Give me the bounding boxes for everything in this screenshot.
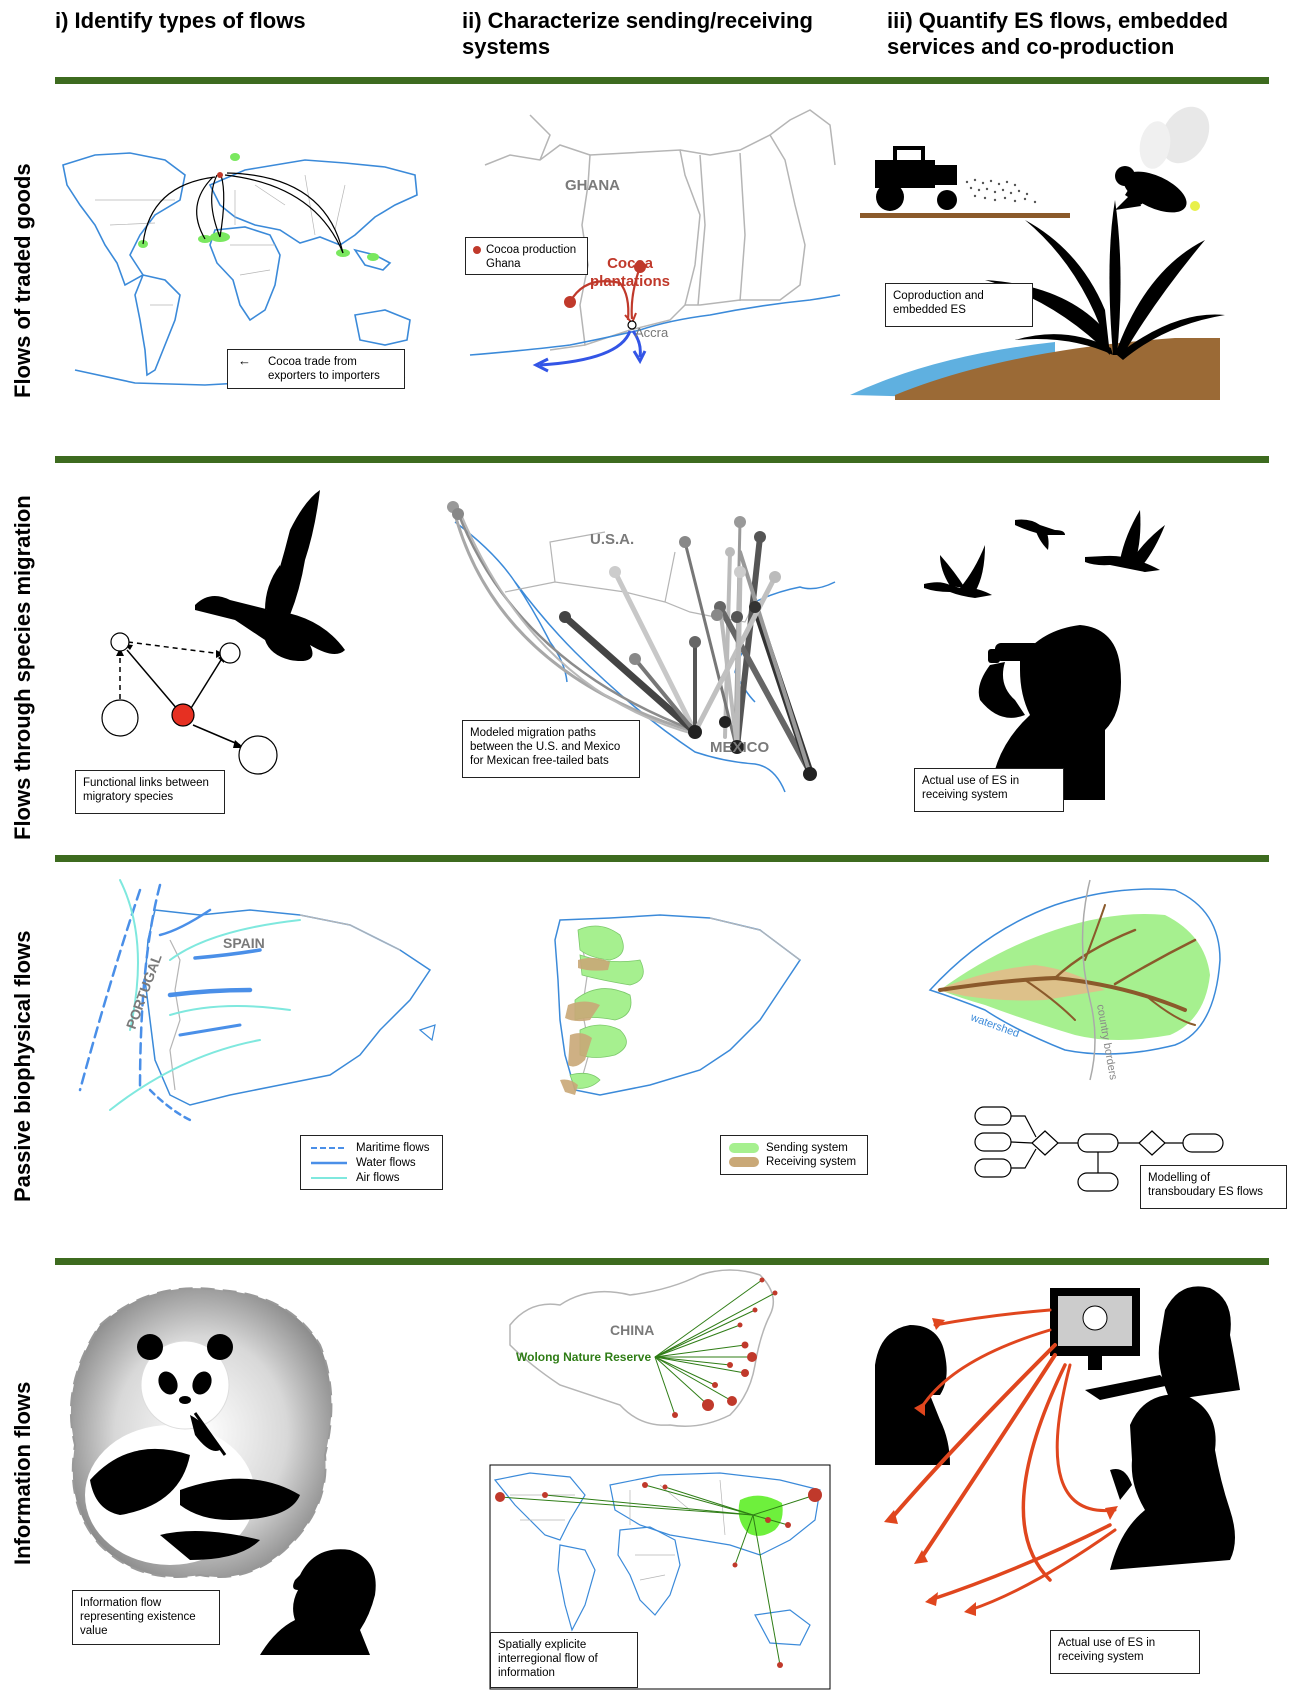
person-phone-2-icon [1110, 1394, 1235, 1570]
goose-flying-icon [195, 490, 345, 661]
plant-icon [985, 177, 1225, 360]
tractor-icon [860, 148, 1070, 218]
caption-coproduction: Coproduction and embedded ES [885, 283, 1033, 327]
caption-existence-value: Information flow representing existence value [72, 1590, 220, 1645]
china-label: CHINA [610, 1322, 655, 1338]
caption-interregional-info: Spatially explicite interregional flow of information [490, 1632, 638, 1688]
accra-label: Accra [635, 325, 669, 340]
legend-sending-receiving [720, 1135, 868, 1175]
receiving-swatch-icon [729, 1157, 759, 1167]
portugal-label: PORTUGAL [122, 951, 165, 1032]
iberia-flows-map [60, 880, 460, 1140]
mexico-label: MEXICO [710, 739, 770, 756]
row-label-traded-goods: Flows of traded goods [10, 163, 35, 398]
spain-label: SPAIN [223, 935, 265, 951]
legend-water: Water flows [356, 1157, 416, 1169]
row-label-biophysical-flows: Passive biophysical flows [10, 930, 35, 1202]
legend-biophysical-flows [300, 1135, 443, 1190]
functional-links-diagram [90, 490, 410, 780]
row-label-species-migration: Flows through species migration [10, 495, 35, 840]
caption-actual-use-es-2: Actual use of ES in receiving system [914, 768, 1064, 812]
sending-swatch-icon [729, 1143, 759, 1153]
geese-icon [924, 510, 1165, 598]
separator-bar-3 [55, 855, 1269, 862]
legend-flow-symbols [309, 1143, 351, 1187]
birdwatcher-illustration [920, 500, 1220, 805]
left-arrow-icon: ← [238, 353, 251, 368]
separator-bar-1 [55, 77, 1269, 84]
wolong-label: Wolong Nature Reserve [516, 1350, 652, 1364]
separator-bar-2 [55, 456, 1269, 463]
person-phone-icon [875, 1325, 950, 1465]
red-dot-icon [473, 246, 481, 254]
iberia-sending-receiving-map [520, 880, 880, 1130]
legend-sending: Sending system [766, 1142, 848, 1154]
legend-air: Air flows [356, 1172, 400, 1184]
china-info-map [500, 1265, 800, 1435]
watershed-diagram [925, 880, 1225, 1080]
caption-actual-use-es-4: Actual use of ES in receiving system [1050, 1630, 1200, 1674]
country-borders-label: country borders [1094, 1003, 1120, 1081]
person-computer-icon [1159, 1286, 1240, 1400]
usa-label: U.S.A. [590, 531, 635, 548]
caption-cocoa-trade: ← Cocoa trade from exporters to importers [227, 349, 405, 389]
separator-bar-4 [55, 1258, 1269, 1265]
row-label-information-flows: Information flows [10, 1381, 35, 1565]
ghana-label: GHANA [565, 177, 620, 194]
watershed-label: watershed [968, 1011, 1021, 1041]
computer-monitor-icon [1050, 1288, 1170, 1400]
person-silhouette-icon [260, 1549, 376, 1655]
caption-functional-links: Functional links between migratory species [75, 770, 225, 814]
caption-transboundary-model: Modelling of transboudary ES flows [1140, 1165, 1287, 1209]
coproduction-illustration [855, 110, 1235, 410]
caption-bat-migration: Modeled migration paths between the U.S. and Mexico for Mexican free-tailed bats [462, 720, 640, 778]
column-header-2: ii) Characterize sending/receiving systems [462, 8, 813, 59]
legend-maritime: Maritime flows [356, 1142, 430, 1154]
legend-receiving: Receiving system [766, 1156, 857, 1168]
cocoa-plantations-label: Cocoa plantations [589, 255, 670, 290]
legend-cocoa-production: Cocoa production Ghana [465, 237, 588, 275]
information-receivers-illustration [870, 1270, 1270, 1670]
column-header-1: i) Identify types of flows [55, 8, 306, 33]
column-header-3: iii) Quantify ES flows, embedded services and co-production [887, 8, 1229, 59]
